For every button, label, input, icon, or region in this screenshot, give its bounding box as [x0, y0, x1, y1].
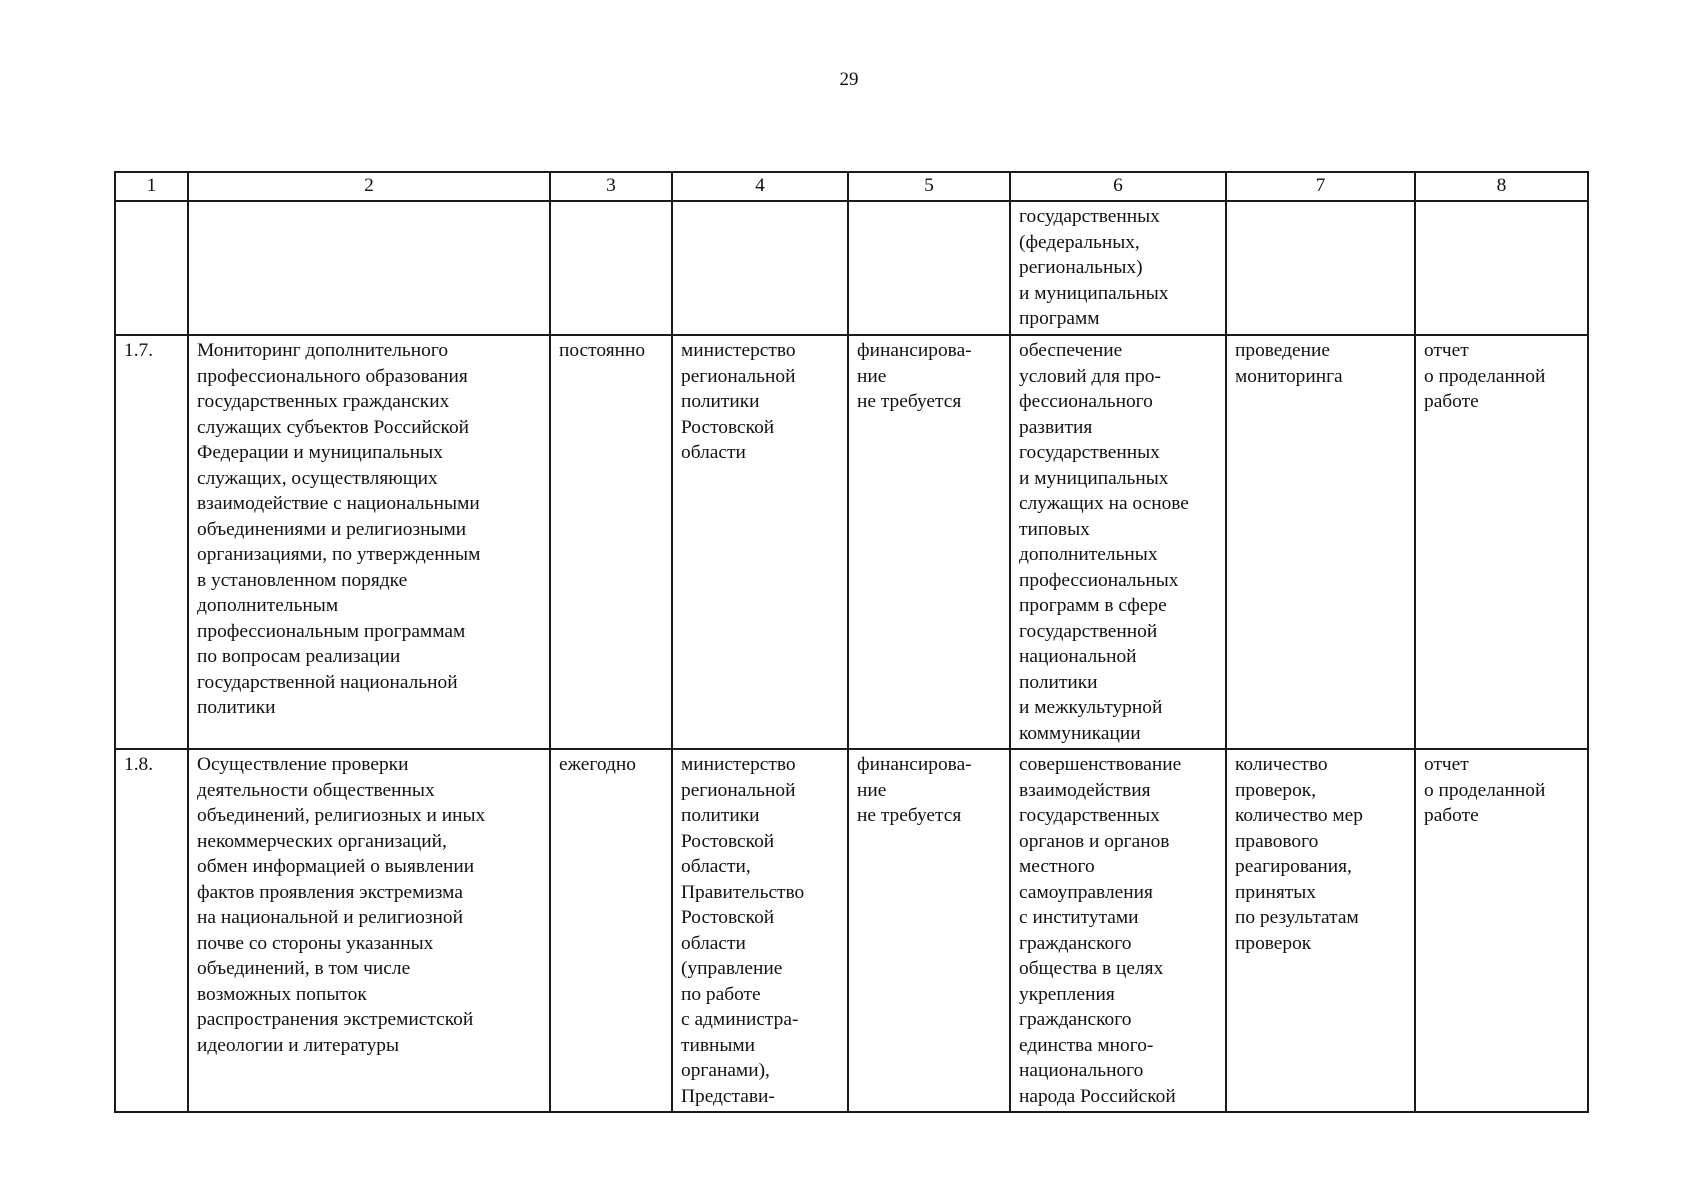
column-header: 3 — [550, 172, 672, 201]
measure-cell — [188, 201, 550, 335]
cell-text-line: государственной — [1019, 620, 1158, 642]
expected-result-cell — [1010, 335, 1226, 749]
cell-text-line: о проделанной — [1424, 365, 1546, 387]
cell-text-line: профессиональным программам — [197, 620, 466, 642]
cell-text-line: политики — [197, 697, 276, 718]
cell-text-line: объединений, в том числе — [197, 958, 411, 979]
cell-text-line: организациями, по утвержденным — [197, 544, 481, 565]
cell-text-line: в установленном порядке — [197, 569, 408, 591]
cell-text-line: органами), — [681, 1060, 770, 1081]
cell-text-line: ние — [857, 365, 887, 387]
cell-text-line: и муниципальных — [1019, 282, 1169, 304]
cell-text-line: дополнительным — [197, 595, 339, 616]
cell-text-line: деятельности общественных — [197, 779, 435, 801]
cell-text-line: не требуется — [857, 805, 962, 826]
financing-cell — [848, 201, 1010, 335]
measure-cell — [188, 335, 550, 749]
cell-text-line: количество — [1235, 754, 1328, 775]
cell-text-line: единства много- — [1019, 1034, 1154, 1056]
cell-text-line: и муниципальных — [1019, 467, 1169, 489]
cell-text-line: тивными — [681, 1034, 756, 1056]
cell-text-line: народа Российской — [1019, 1085, 1176, 1107]
cell-text-line: области — [681, 932, 746, 954]
cell-text-line: профессионального образования — [197, 365, 468, 387]
cell-text-line: (федеральных, — [1019, 231, 1140, 253]
executor-cell — [672, 335, 848, 749]
measures-table — [114, 171, 1589, 1113]
cell-text-line: Ростовской — [681, 907, 775, 928]
cell-text-line: служащих субъектов Российской — [197, 416, 470, 438]
cell-text-line: органов и органов — [1019, 830, 1170, 852]
cell-text-line: общества в целях — [1019, 958, 1164, 979]
cell-text-line: по работе — [681, 983, 761, 1005]
cell-text-line: фактов проявления экстремизма — [197, 881, 463, 903]
indicator-cell — [1226, 335, 1415, 749]
cell-text-line: национальной — [1019, 646, 1137, 667]
cell-text-line: национального — [1019, 1060, 1144, 1081]
table-row — [115, 201, 1588, 335]
cell-text-line: мониторинга — [1235, 365, 1343, 387]
cell-text-line: на национальной и религиозной — [197, 907, 463, 928]
cell-text-line: региональных) — [1019, 257, 1143, 278]
cell-text-line: служащих на основе — [1019, 493, 1189, 514]
cell-text-line: области, — [681, 856, 751, 877]
column-header: 4 — [672, 172, 848, 201]
cell-text-line: количество мер — [1235, 805, 1363, 826]
expected-result-cell — [1010, 749, 1226, 1112]
cell-text-line: объединений, религиозных и иных — [197, 805, 486, 826]
cell-text-line: Осуществление проверки — [197, 754, 409, 775]
cell-text-line: и межкультурной — [1019, 697, 1163, 718]
cell-text-line: принятых — [1235, 881, 1316, 903]
cell-text-line: государственных — [1019, 206, 1160, 227]
executor-cell — [672, 201, 848, 335]
column-header: 5 — [848, 172, 1010, 201]
cell-text-line: политики — [681, 805, 760, 826]
row-number-cell — [115, 201, 188, 335]
column-header: 8 — [1415, 172, 1588, 201]
cell-text-line: условий для про- — [1019, 365, 1161, 387]
cell-text-line: возможных попыток — [197, 983, 367, 1005]
cell-text-line: (управление — [681, 958, 783, 979]
report-cell — [1415, 201, 1588, 335]
cell-text-line: финансирова- — [857, 754, 972, 775]
cell-text-line: совершенствование — [1019, 754, 1182, 775]
cell-text-line: программ в сфере — [1019, 595, 1167, 616]
cell-text-line: о проделанной — [1424, 779, 1546, 801]
cell-text: 1.7. — [124, 340, 154, 361]
cell-text-line: обеспечение — [1019, 340, 1123, 361]
report-cell — [1415, 335, 1588, 749]
financing-cell — [848, 335, 1010, 749]
cell-text-line: по вопросам реализации — [197, 646, 401, 667]
cell-text-line: работе — [1424, 391, 1479, 412]
cell-text-line: государственных — [1019, 442, 1160, 463]
column-numbers-row — [115, 172, 1588, 201]
executor-cell — [672, 749, 848, 1112]
cell-text-line: региональной — [681, 365, 796, 387]
cell-text-line: проверок — [1235, 932, 1312, 954]
term-cell — [550, 335, 672, 749]
cell-text-line: гражданского — [1019, 932, 1132, 954]
cell-text: 1.8. — [124, 754, 154, 775]
table-row — [115, 335, 1588, 749]
cell-text-line: местного — [1019, 856, 1095, 877]
cell-text: постоянно — [559, 340, 646, 361]
cell-text-line: проверок, — [1235, 779, 1317, 801]
cell-text-line: государственной национальной — [197, 671, 458, 693]
cell-text-line: области — [681, 442, 746, 463]
cell-text-line: не требуется — [857, 391, 962, 412]
cell-text-line: некоммерческих организаций, — [197, 830, 447, 852]
cell-text-line: государственных — [1019, 805, 1160, 826]
cell-text-line: Представи- — [681, 1085, 775, 1107]
column-header: 2 — [188, 172, 550, 201]
cell-text-line: идеологии и литературы — [197, 1034, 400, 1056]
row-number-cell — [115, 749, 188, 1112]
column-header: 1 — [115, 172, 188, 201]
cell-text-line: Мониторинг дополнительного — [197, 340, 449, 361]
cell-text-line: министерство — [681, 340, 796, 361]
cell-text-line: правового — [1235, 830, 1319, 852]
cell-text-line: обмен информацией о выявлении — [197, 856, 475, 877]
cell-text-line: министерство — [681, 754, 796, 775]
cell-text-line: развития — [1019, 416, 1093, 438]
cell-text-line: фессионального — [1019, 391, 1153, 412]
cell-text-line: служащих, осуществляющих — [197, 467, 438, 489]
cell-text-line: коммуникации — [1019, 722, 1141, 744]
cell-text-line: реагирования, — [1235, 856, 1352, 877]
term-cell — [550, 749, 672, 1112]
cell-text-line: типовых — [1019, 518, 1090, 540]
page-number: 29 — [839, 69, 859, 90]
cell-text-line: дополнительных — [1019, 544, 1158, 565]
row-number-cell — [115, 335, 188, 749]
cell-text-line: политики — [681, 391, 760, 412]
cell-text-line: Ростовской — [681, 416, 775, 438]
cell-text-line: почве со стороны указанных — [197, 932, 434, 954]
cell-text-line: Федерации и муниципальных — [197, 442, 443, 463]
term-cell — [550, 201, 672, 335]
financing-cell — [848, 749, 1010, 1112]
expected-result-cell — [1010, 201, 1226, 335]
cell-text-line: самоуправления — [1019, 881, 1153, 903]
indicator-cell — [1226, 201, 1415, 335]
cell-text-line: укрепления — [1019, 983, 1115, 1005]
cell-text-line: региональной — [681, 779, 796, 801]
cell-text-line: отчет — [1424, 754, 1469, 775]
table-row — [115, 749, 1588, 1112]
cell-text-line: политики — [1019, 671, 1098, 693]
cell-text-line: ние — [857, 779, 887, 801]
column-header: 7 — [1226, 172, 1415, 201]
cell-text-line: по результатам — [1235, 907, 1359, 928]
cell-text-line: объединениями и религиозными — [197, 518, 467, 540]
cell-text-line: финансирова- — [857, 340, 972, 361]
cell-text-line: взаимодействие с национальными — [197, 493, 480, 514]
cell-text-line: с институтами — [1019, 907, 1139, 928]
column-header: 6 — [1010, 172, 1226, 201]
measure-cell — [188, 749, 550, 1112]
report-cell — [1415, 749, 1588, 1112]
cell-text-line: взаимодействия — [1019, 779, 1151, 801]
cell-text: ежегодно — [559, 754, 636, 775]
cell-text-line: программ — [1019, 308, 1100, 329]
indicator-cell — [1226, 749, 1415, 1112]
cell-text-line: Правительство — [681, 881, 805, 903]
cell-text-line: распространения экстремистской — [197, 1009, 474, 1030]
cell-text-line: с администра- — [681, 1009, 799, 1030]
cell-text-line: отчет — [1424, 340, 1469, 361]
cell-text-line: профессиональных — [1019, 569, 1179, 591]
cell-text-line: государственных гражданских — [197, 391, 450, 412]
cell-text-line: работе — [1424, 805, 1479, 826]
cell-text-line: гражданского — [1019, 1009, 1132, 1030]
cell-text-line: Ростовской — [681, 830, 775, 852]
cell-text-line: проведение — [1235, 340, 1330, 361]
